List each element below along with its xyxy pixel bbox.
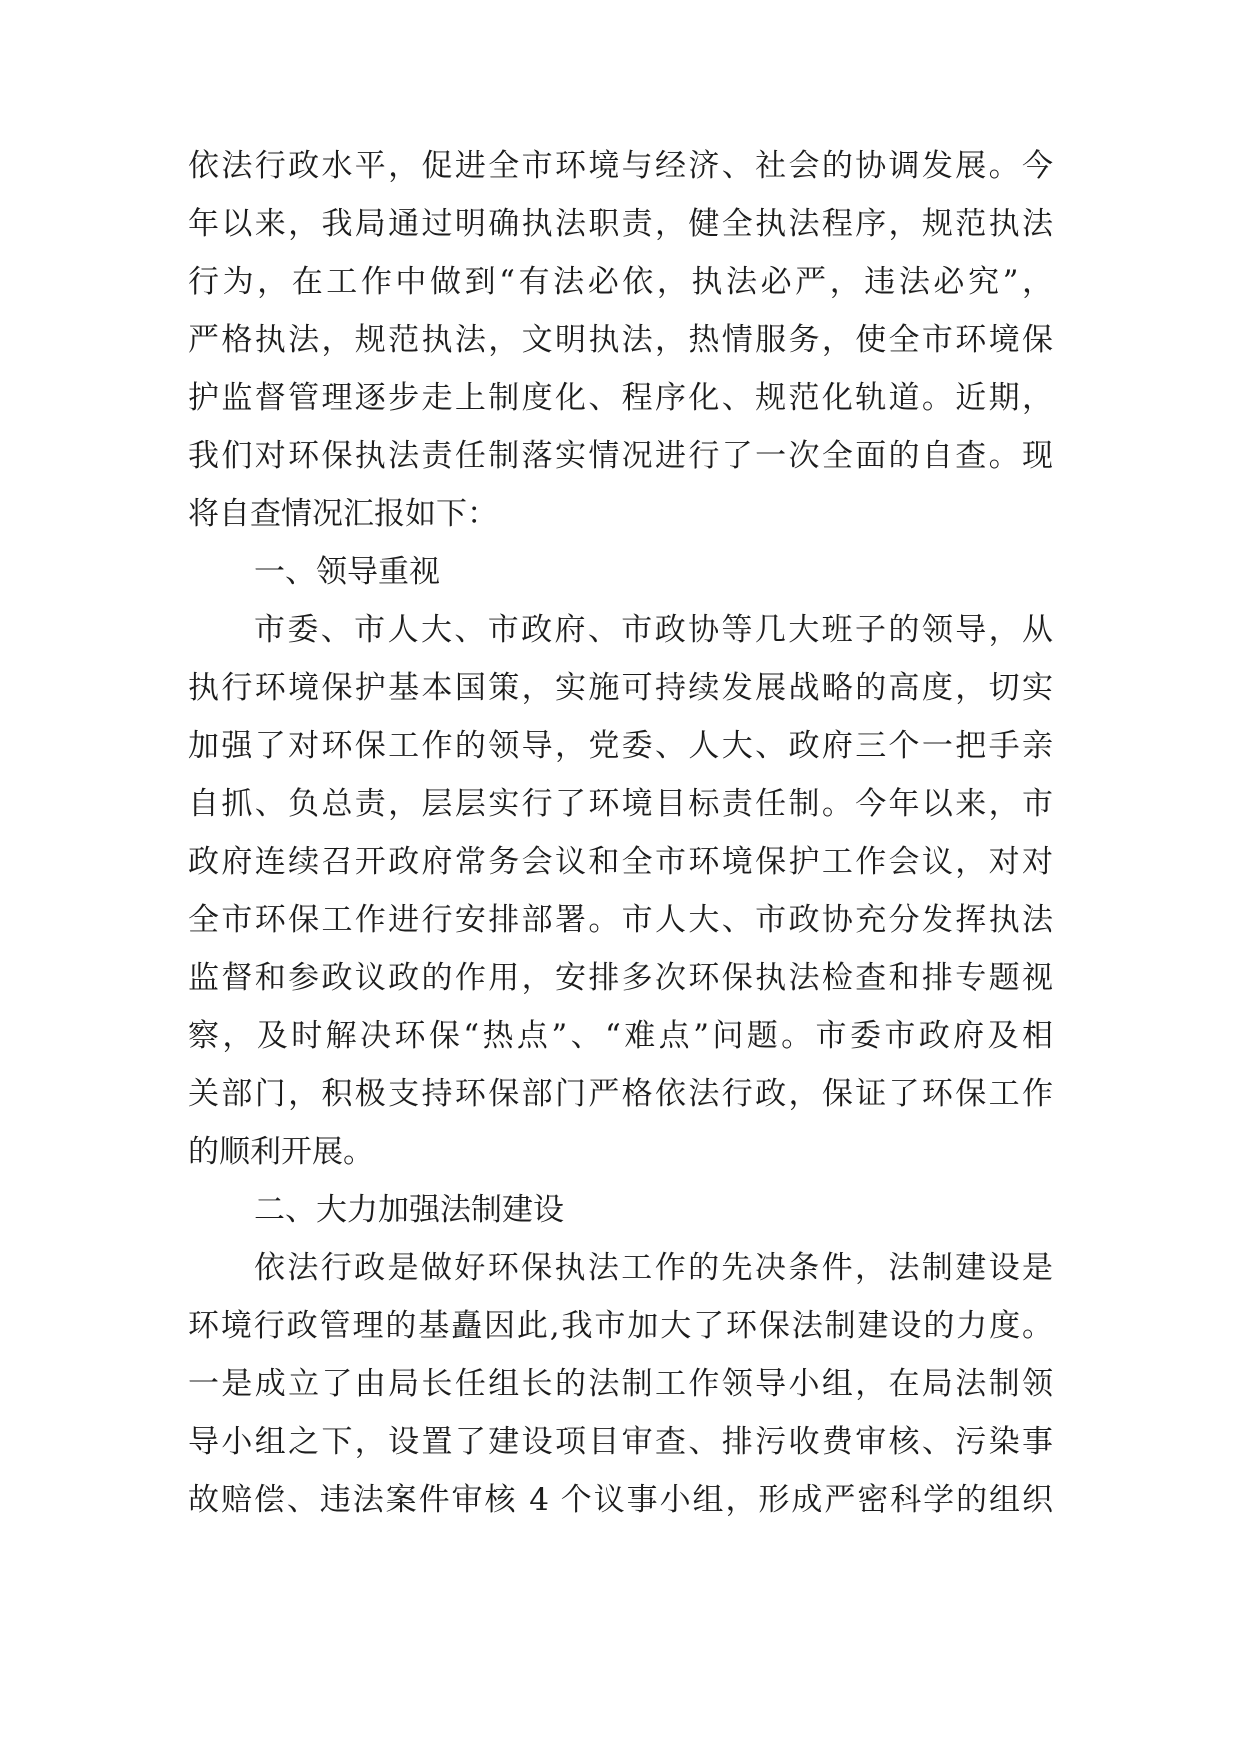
text-line: 一是成立了由局长任组长的法制工作领导小组，在局法制领: [188, 1366, 1053, 1402]
paragraph-leadership: [188, 601, 1053, 1181]
paragraph-legal-construction: [188, 1239, 1053, 1529]
text-line: 导小组之下，设置了建设项目审查、排污收费审核、污染事: [188, 1424, 1053, 1460]
text-line: 环境行政管理的基矗因此,我市加大了环保法制建设的力度。: [188, 1308, 1053, 1344]
text-line: 加强了对环保工作的领导，党委、人大、政府三个一把手亲: [188, 728, 1053, 764]
text-line: 执行环境保护基本国策，实施可持续发展战略的高度，切实: [188, 670, 1053, 706]
text-line: 政府连续召开政府常务会议和全市环境保护工作会议，对对: [188, 844, 1053, 880]
section-heading-leadership: 一、领导重视: [254, 554, 440, 590]
text-line: 年以来，我局通过明确执法职责，健全执法程序，规范执法: [188, 206, 1053, 242]
text-line: 监督和参政议政的作用，安排多次环保执法检查和排专题视: [188, 960, 1053, 996]
text-line: 严格执法，规范执法，文明执法，热情服务，使全市环境保: [188, 322, 1053, 358]
text-line: 自抓、负总责，层层实行了环境目标责任制。今年以来，市: [188, 786, 1053, 822]
text-line: 全市环保工作进行安排部署。市人大、市政协充分发挥执法: [188, 902, 1053, 938]
text-line: 依法行政水平，促进全市环境与经济、社会的协调发展。今: [188, 148, 1053, 184]
text-line: 市委、市人大、市政府、市政协等几大班子的领导，从: [254, 612, 1053, 648]
paragraph-intro: [188, 137, 1053, 543]
document-body: [188, 137, 1053, 1529]
text-line: 故赔偿、违法案件审核 4 个议事小组，形成严密科学的组织: [188, 1482, 1053, 1518]
section-heading-legal-construction: 二、大力加强法制建设: [254, 1192, 564, 1228]
text-line: 我们对环保执法责任制落实情况进行了一次全面的自查。现: [188, 438, 1053, 474]
text-line: 关部门，积极支持环保部门严格依法行政，保证了环保工作: [188, 1076, 1053, 1112]
text-line: 行为，在工作中做到“有法必依，执法必严，违法必究”，: [188, 264, 1053, 300]
text-line: 依法行政是做好环保执法工作的先决条件，法制建设是: [254, 1250, 1053, 1286]
text-line: 将自查情况汇报如下：: [188, 496, 498, 532]
text-line: 察，及时解决环保“热点”、“难点”问题。市委市政府及相: [188, 1018, 1053, 1054]
text-line: 的顺利开展。: [188, 1134, 374, 1170]
text-line: 护监督管理逐步走上制度化、程序化、规范化轨道。近期，: [188, 380, 1053, 416]
